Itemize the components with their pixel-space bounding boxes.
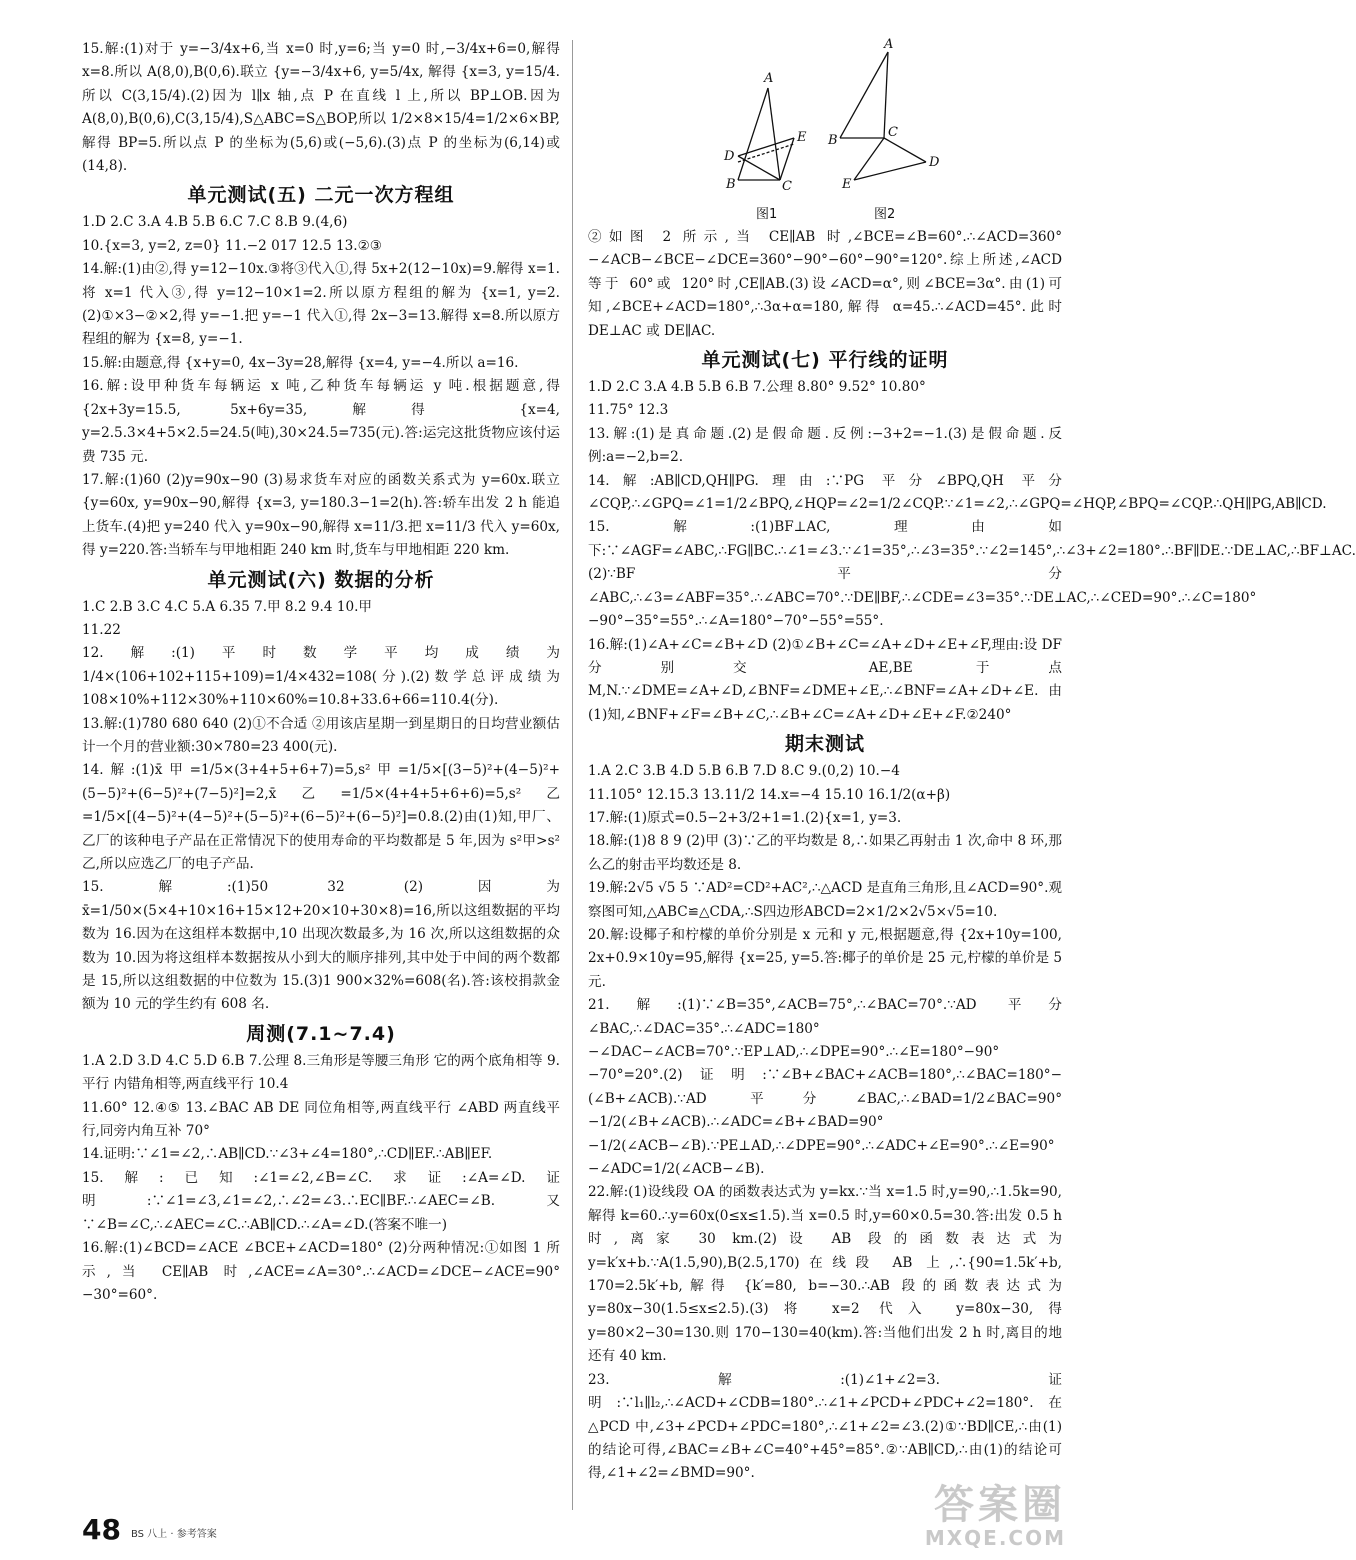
watermark bbox=[925, 1484, 1066, 1550]
answer-item: ②如图 2 所示,当 CE∥AB 时,∠BCE=∠B=60°.∴∠ACD=360°−∠ACB−∠BCE−∠DCE=360°−90°−60°−90°=120°.综上所述,∠ACD 等于 60°或 120°时,CE∥AB.(3)设∠ACD=α°,则∠BCE=3α°.由(1)可知,∠BCE+∠ACD=180°,∴3α+α=180,解得 α=45.∴∠ACD=45°.此时 DE⊥AC 或 DE∥AC. bbox=[588, 229, 1062, 339]
answer-item: 14.解:(1)x̄甲=1/5×(3+4+5+6+7)=5,s²甲=1/5×[(3−5)²+(4−5)²+(5−5)²+(6−5)²+(7−5)²]=2,x̄乙=1/5×(4+4+5+6+6)=5,s²乙=1/5×[(4−5)²+(4−5)²+(5−5)²+(6−5)²+(6−5)²]=0.8.(2)由(1)知,甲厂、乙厂的该种电子产品在正常情况下的使用寿命的平均数都是 5 年,因为 s²甲>s²乙,所以应选乙厂的电子产品. bbox=[82, 762, 560, 872]
answer-item: 18.解:(1)8 8 9 (2)甲 (3)∵乙的平均数是 8,∴如果乙再射击 1 次,命中 8 环,那么乙的射击平均数还是 8. bbox=[588, 833, 1062, 873]
column-divider bbox=[572, 40, 573, 1510]
answer-item: 12.解:(1)平时数学平均成绩为 1/4×(106+102+115+109)=1/4×432=108(分).(2)数学总评成绩为 108×10%+112×30%+110×60%=10.8+33.6+66=110.4(分). bbox=[82, 645, 560, 709]
section-title-unit7: 单元测试(七) 平行线的证明 bbox=[701, 349, 949, 372]
answer-item: 1.C 2.B 3.C 4.C 5.A 6.35 7.甲 8.2 9.4 10.甲 bbox=[82, 598, 373, 615]
answer-item: 14.证明:∵∠1=∠2,∴AB∥CD.∵∠3+∠4=180°,∴CD∥EF.∴AB∥EF. bbox=[82, 1146, 493, 1163]
section-title-unit6: 单元测试(六) 数据的分析 bbox=[207, 568, 435, 591]
watermark-logo-text: 答案圈 bbox=[934, 1482, 1066, 1528]
answer-item: 15.解:由题意,得 {x+y=0, 4x−3y=28,解得 {x=4, y=−4.所以 a=16. bbox=[82, 354, 519, 371]
geometry-figures bbox=[588, 38, 1062, 224]
answer-item: 15.解:已知:∠1=∠2,∠B=∠C.求证:∠A=∠D.证明:∵∠1=∠3,∠1=∠2,∴∠2=∠3.∴EC∥BF.∴∠AEC=∠B.又∵∠B=∠C,∴∠AEC=∠C.∴AB∥CD.∴∠A=∠D.(答案不唯一) bbox=[82, 1169, 560, 1233]
answer-item: 15.解:(1)BF⊥AC,理由如下:∵∠AGF=∠ABC,∴FG∥BC.∴∠1=∠3.∵∠1=35°,∴∠3=35°.∵∠2=145°,∴∠3+∠2=180°.∴BF∥DE.∵DE⊥AC,∴BF⊥AC.(2)∵BF 平分∠ABC,∴∠3=∠ABF=35°.∴∠ABC=70°.∵DE∥BF,∴∠CDE=∠3=35°.∵DE⊥AC,∴∠CED=90°.∴∠C=180°−90°−35°=55°.∴∠A=180°−70°−55°=55°. bbox=[588, 519, 1356, 630]
answer-item: 1.D 2.C 3.A 4.B 5.B 6.B 7.公理 8.80° 9.52° 10.80° bbox=[588, 379, 926, 396]
page-footer bbox=[82, 1513, 217, 1546]
fig2-point-label: A bbox=[884, 37, 894, 52]
section-title-final-exam: 期末测试 bbox=[784, 733, 865, 756]
answer-item: 15.解:(1)50 32 (2)因为 x̄=1/50×(5×4+10×16+15×12+20×10+30×8)=16,所以这组数据的平均数为 16.因为在这组样本数据中,10 出现次数最多,为 16 次,所以这组数据的众数为 10.因为将这组样本数据按从小到大的顺序排列,其中处于中间的两个数都是 15,所以这组数据的中位数为 15.(3)1 900×32%=608(名).答:该校捐款金额为 10 元的学生约有 608 名. bbox=[82, 879, 560, 1013]
answer-item: 10.{x=3, y=2, z=0} 11.−2 017 12.5 13.②③ bbox=[82, 237, 382, 254]
answer-item: 16.解:(1)∠A+∠C=∠B+∠D (2)①∠B+∠C=∠A+∠D+∠E+∠F,理由:设 DF 分别交 AE,BE 于点 M,N.∵∠DME=∠A+∠D,∠BNF=∠DME+∠E,∴∠BNF=∠A+∠D+∠E.由(1)知,∠BNF+∠F=∠B+∠C,∴∠B+∠C=∠A+∠D+∠E+∠F.②240° bbox=[588, 636, 1062, 723]
page-number: 48 bbox=[82, 1513, 121, 1546]
answer-item: 13.解:(1)是真命题.(2)是假命题.反例:−3+2=−1.(3)是假命题.反例:a=−2,b=2. bbox=[588, 425, 1062, 466]
fig1-point-label: E bbox=[797, 130, 807, 145]
fig2-caption: 图2 bbox=[874, 207, 896, 222]
left-column bbox=[82, 38, 560, 1307]
answer-item: 22.解:(1)设线段 OA 的函数表达式为 y=kx.∵当 x=1.5 时,y=90,∴1.5k=90,解得 k=60.∴y=60x(0≤x≤1.5).当 x=0.5 时,y=60×0.5=30.答:出发 0.5 h 时,离家 30 km.(2)设 AB 段的函数表达式为 y=k′x+b.∵A(1.5,90),B(2.5,170)在线段 AB 上,∴{90=1.5k′+b, 170=2.5k′+b,解得 {k′=80, b=−30.∴AB 段的函数表达式为 y=80x−30(1.5≤x≤2.5).(3)将 x=2 代入 y=80x−30,得 y=80×2−30=130.则 170−130=40(km).答:当他们出发 2 h 时,离目的地还有 40 km. bbox=[588, 1184, 1063, 1365]
right-column bbox=[588, 37, 1356, 1486]
section-title-unit5: 单元测试(五) 二元一次方程组 bbox=[187, 184, 455, 207]
answer-item: 17.解:(1)60 (2)y=90x−90 (3)易求货车对应的函数关系式为 y=60x.联立 {y=60x, y=90x−90,解得 {x=3, y=180.3−1=2(h).答:轿车出发 2 h 能追上货车.(4)把 y=240 代入 y=90x−90,解得 x=11/3.把 x=11/3 代入 y=60x,得 y=220.答:当轿车与甲地相距 240 km 时,货车与甲地相距 220 km. bbox=[82, 471, 560, 559]
fig1-line-de bbox=[738, 138, 794, 156]
answer-item: 1.A 2.C 3.B 4.D 5.B 6.B 7.D 8.C 9.(0,2) 10.−4 bbox=[588, 763, 900, 780]
answer-item: 1.A 2.D 3.D 4.C 5.D 6.B 7.公理 8.三角形是等腰三角形 它的两个底角相等 9.平行 内错角相等,两直线平行 10.4 bbox=[82, 1052, 560, 1093]
fig2-line-ab bbox=[840, 52, 888, 138]
answer-item: 16.解:(1)∠BCD=∠ACE ∠BCE+∠ACD=180° (2)分两种情况:①如图 1 所示,当 CE∥AB 时,∠ACE=∠A=30°.∴∠ACD=∠DCE−∠ACE=90°−30°=60°. bbox=[82, 1240, 560, 1303]
fig2-point-label: B bbox=[828, 133, 838, 148]
triangle-figures-svg bbox=[708, 38, 968, 224]
fig1-caption: 图1 bbox=[756, 207, 778, 222]
answer-item: 21.解:(1)∵∠B=35°,∠ACB=75°,∴∠BAC=70°.∵AD 平分∠BAC,∴∠DAC=35°.∴∠ADC=180°−∠DAC−∠ACB=70°.∵EP⊥AD,∴∠DPE=90°.∴∠E=180°−90°−70°=20°.(2)证明:∵∠B+∠BAC+∠ACB=180°,∴∠BAC=180°−(∠B+∠ACB).∵AD 平分∠BAC,∴∠BAD=1/2∠BAC=90°−1/2(∠B+∠ACB).∴∠ADC=∠B+∠BAD=90°−1/2(∠ACB−∠B).∵PE⊥AD,∴∠DPE=90°.∴∠ADC+∠E=90°.∴∠E=90°−∠ADC=1/2(∠ACB−∠B). bbox=[588, 997, 1062, 1178]
answer-item: 16.解:设甲种货车每辆运 x 吨,乙种货车每辆运 y 吨.根据题意,得 {2x+3y=15.5, 5x+6y=35,解得 {x=4, y=2.5.3×4+5×2.5=24.5(吨),30×24.5=735(元).答:运完这批货物应该付运费 735 元. bbox=[82, 378, 560, 465]
answer-item: 1.D 2.C 3.A 4.B 5.B 6.C 7.C 8.B 9.(4,6) bbox=[82, 214, 348, 231]
answer-item: 11.75° 12.3 bbox=[588, 402, 669, 419]
fig1-point-label: D bbox=[724, 149, 735, 164]
fig2-point-label: C bbox=[888, 125, 898, 140]
fig1-point-label: B bbox=[726, 177, 736, 192]
fig1-point-label: C bbox=[782, 179, 792, 194]
fig2-line-cd bbox=[884, 138, 926, 162]
fig2-point-label: E bbox=[842, 177, 852, 192]
answer-item: 14.解:(1)由②,得 y=12−10x.③将③代入①,得 5x+2(12−10x)=9.解得 x=1.将 x=1 代入③,得 y=12−10×1=2.所以原方程组的解为 {x=1, y=2.(2)①×3−②×2,得 y=−1.把 y=−1 代入①,得 2x−3=13.解得 x=8.所以原方程组的解为 {x=8, y=−1. bbox=[82, 261, 560, 348]
fig1-line-ac bbox=[768, 88, 780, 180]
fig2-point-label: D bbox=[929, 155, 940, 170]
answer-item: 23.解:(1)∠1+∠2=3.证明:∵l₁∥l₂,∴∠ACD+∠CDB=180°.∴∠1+∠PCD+∠PDC+∠2=180°.在△PCD 中,∠3+∠PCD+∠PDC=180°,∴∠1+∠2=∠3.(2)①∵BD∥CE,∴由(1)的结论可得,∠BAC=∠B+∠C=40°+45°=85°.②∵AB∥CD,∴由(1)的结论可得,∠1+∠2=∠BMD=90°. bbox=[588, 1371, 1062, 1482]
answer-item: 11.105° 12.15.3 13.11/2 14.x=−4 15.10 16.1/2(α+β) bbox=[588, 786, 951, 803]
watermark-url: MXQE.COM bbox=[924, 1526, 1066, 1550]
footer-caption: BS 八上 · 参考答案 bbox=[130, 1529, 217, 1540]
answer-item: 11.22 bbox=[82, 621, 121, 638]
answer-item: 13.解:(1)780 680 640 (2)①不合适 ②用该店星期一到星期日的日均营业额估计一个月的营业额:30×780=23 400(元). bbox=[82, 715, 560, 755]
answer-item: 15.解:(1)对于 y=−3/4x+6,当 x=0 时,y=6;当 y=0 时,−3/4x+6=0,解得 x=8.所以 A(8,0),B(0,6).联立 {y=−3/4x+6, y=5/4x, 解得 {x=3, y=15/4.所以 C(3,15/4).(2)因为 l∥x 轴,点 P 在直线 l 上,所以 BP⊥OB.因为 A(8,0),B(0,6),C(3,15/4),S△ABC=S△BOP,所以 1/2×8×15/4=1/2×6×BP,解得 BP=5.所以点 P 的坐标为(5,6)或(−5,6).(3)点 P 的坐标为(6,14)或(14,8). bbox=[82, 41, 560, 175]
answer-item: 14.解:AB∥CD,QH∥PG.理由:∵PG 平分∠BPQ,QH 平分∠CQP,∴∠GPQ=∠1=1/2∠BPQ,∠HQP=∠2=1/2∠CQP.∵∠1=∠2,∴∠GPQ=∠HQP,∠BPQ=∠CQP.∴QH∥PG,AB∥CD. bbox=[588, 472, 1327, 513]
answer-item: 20.解:设椰子和柠檬的单价分别是 x 元和 y 元,根据题意,得 {2x+10y=100, 2x+0.9×10y=95,解得 {x=25, y=5.答:椰子的单价是 25 元,柠檬的单价是 5 元. bbox=[588, 926, 1063, 990]
fig1-line-ab bbox=[738, 88, 768, 180]
fig1-point-label: A bbox=[764, 71, 774, 86]
answer-item: 19.解:2√5 √5 5 ∵AD²=CD²+AC²,∴△ACD 是直角三角形,且∠ACD=90°.观察图可知,△ABC≌△CDA,∴S四边形ABCD=2×1/2×2√5×√5=10. bbox=[588, 880, 1062, 920]
answer-item: 11.60° 12.④⑤ 13.∠BAC AB DE 同位角相等,两直线平行 ∠ABD 两直线平行,同旁内角互补 70° bbox=[82, 1099, 560, 1140]
answer-item: 17.解:(1)原式=0.5−2+3/2+1=1.(2){x=1, y=3. bbox=[588, 809, 902, 826]
section-title-weekly-test: 周测(7.1~7.4) bbox=[246, 1022, 396, 1045]
